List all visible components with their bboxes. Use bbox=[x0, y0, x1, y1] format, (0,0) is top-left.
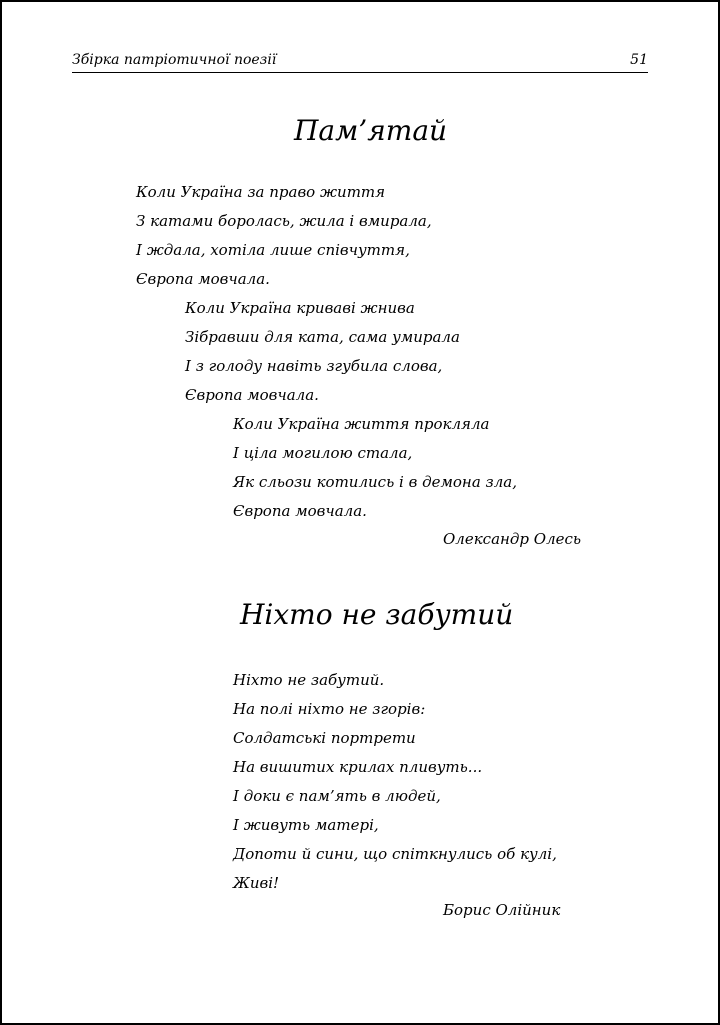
page-number: 51 bbox=[630, 52, 648, 68]
poem-line: Солдатські портрети bbox=[233, 729, 416, 747]
poem-line: І ждала, хотіла лише співчуття, bbox=[136, 241, 410, 259]
poem-line: І живуть матері, bbox=[233, 816, 379, 834]
poem-line: Ніхто не забутий. bbox=[233, 671, 385, 689]
poem-line: Європа мовчала. bbox=[233, 502, 367, 520]
poem-line: Живі! bbox=[233, 874, 280, 892]
running-header bbox=[72, 52, 648, 73]
poem-line: Європа мовчала. bbox=[136, 270, 270, 288]
poem-line: На вишитих крилах пливуть... bbox=[233, 758, 483, 776]
poem-line: Зібравши для ката, сама умирала bbox=[185, 328, 460, 346]
poem-line: Як сльози котились і в демона зла, bbox=[233, 473, 517, 491]
poem-line: На полі ніхто не згорів: bbox=[233, 700, 426, 718]
poem-line: Коли Україна за право життя bbox=[136, 183, 386, 201]
collection-title: Збірка патріотичної поезії bbox=[72, 52, 277, 68]
poem-author: Олександр Олесь bbox=[443, 530, 582, 548]
poem-line: Коли Україна криваві жнива bbox=[185, 299, 415, 317]
poem-line: Європа мовчала. bbox=[185, 386, 319, 404]
poem-line: І доки є пам’ять в людей, bbox=[233, 787, 441, 805]
poem-line: Допоти й сини, що спіткнулись об кулі, bbox=[233, 845, 557, 863]
poem-title: Пам’ятай bbox=[294, 114, 448, 147]
poem-line: І ціла могилою стала, bbox=[233, 444, 413, 462]
poem-title: Ніхто не забутий bbox=[240, 598, 514, 631]
poem-line: І з голоду навіть згубила слова, bbox=[185, 357, 443, 375]
poem-line: Коли Україна життя прокляла bbox=[233, 415, 490, 433]
poem-line: З катами боролась, жила і вмирала, bbox=[136, 212, 432, 230]
poem-author: Борис Олійник bbox=[443, 901, 561, 919]
